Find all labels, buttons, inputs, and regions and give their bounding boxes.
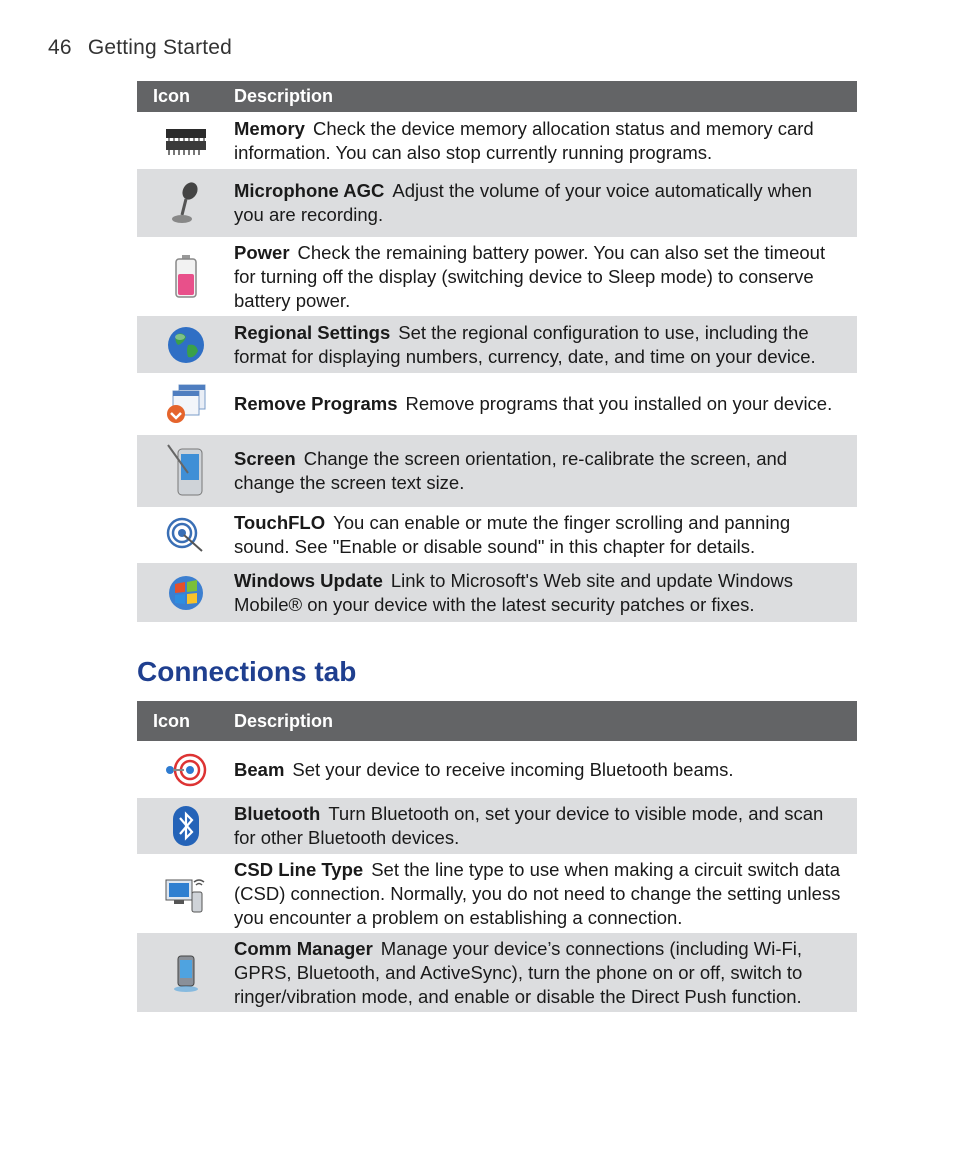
- item-name: Windows Update: [234, 569, 383, 591]
- item-text: Turn Bluetooth on, set your device to visible mode, and scan for other Bluetooth devices.: [234, 803, 824, 848]
- row-description: [234, 802, 857, 850]
- table-row-memory: [137, 112, 857, 169]
- bluetooth-icon: [137, 805, 234, 847]
- table-row-windows-update: [137, 563, 857, 622]
- windows-update-icon: [137, 573, 234, 613]
- battery-icon: [137, 254, 234, 300]
- item-text: Check the device memory allocation status and memory card information. You can also stop currently running programs.: [234, 117, 814, 163]
- row-description: [234, 392, 857, 416]
- table-header: [137, 81, 857, 112]
- item-text: Check the remaining battery power. You can also set the timeout for turning off the display (switching device to Sleep mode) to conserve battery power.: [234, 241, 826, 311]
- microphone-icon: [137, 179, 234, 227]
- table-row-touchflo: [137, 507, 857, 563]
- description-column-header: Description: [234, 86, 334, 106]
- item-name: Regional Settings: [234, 321, 391, 343]
- item-name: Screen: [234, 448, 296, 469]
- system-table: [137, 81, 857, 622]
- page-header: [48, 36, 232, 60]
- item-text: You can enable or mute the finger scrolling and panning sound. See "Enable or disable sound" in this chapter for details.: [234, 512, 791, 557]
- memory-chip-icon: [137, 123, 234, 159]
- item-name: Memory: [234, 117, 305, 139]
- touchflo-icon: [137, 515, 234, 555]
- table-row-microphone: [137, 169, 857, 237]
- table-row-comm-manager: [137, 933, 857, 1012]
- item-name: Comm Manager: [234, 937, 373, 959]
- comm-manager-icon: [137, 953, 234, 993]
- item-name: Remove Programs: [234, 393, 398, 414]
- item-text: Set your device to receive incoming Bluetooth beams.: [292, 758, 734, 780]
- row-description: [234, 179, 857, 227]
- icon-column-header: Icon: [153, 86, 191, 106]
- screen-stylus-icon: [137, 443, 234, 499]
- chapter-title: Getting Started: [87, 36, 233, 59]
- row-description: [234, 569, 857, 617]
- table-row-screen: [137, 435, 857, 507]
- table-row-beam: [137, 741, 857, 798]
- row-description: [234, 758, 857, 782]
- icon-column-header: Icon: [153, 710, 191, 731]
- item-text: Change the screen orientation, re-calibrate the screen, and change the screen text size.: [234, 448, 788, 493]
- table-row-remove-programs: [137, 373, 857, 435]
- table-row-bluetooth: [137, 798, 857, 854]
- item-text: Adjust the volume of your voice automatically when you are recording.: [234, 180, 812, 225]
- row-description: [234, 937, 857, 1009]
- table-header: [137, 701, 857, 741]
- item-name: Power: [234, 241, 290, 263]
- item-name: Microphone AGC: [234, 180, 385, 201]
- row-description: [234, 511, 857, 559]
- item-text: Set the line type to use when making a circuit switch data (CSD) connection. Normally, you do not need to change the setting unless you encounter a problem on establishing a connection.: [234, 858, 841, 928]
- globe-icon: [137, 325, 234, 365]
- row-description: [234, 117, 857, 165]
- item-text: Remove programs that you installed on your device.: [405, 393, 833, 414]
- remove-programs-icon: [137, 383, 234, 425]
- table-row-power: [137, 237, 857, 316]
- item-text: Set the regional configuration to use, including the format for displaying numbers, currency, date, and time on your device.: [234, 321, 816, 367]
- row-description: [234, 858, 857, 930]
- item-text: Manage your device’s connections (including Wi-Fi, GPRS, Bluetooth, and ActiveSync), turn the phone on or off, switch to ringer/vibration mode, and enable or disable the Direct Push function.: [234, 937, 803, 1007]
- beam-icon: [137, 750, 234, 790]
- row-description: [234, 241, 857, 313]
- item-name: CSD Line Type: [234, 858, 364, 880]
- item-name: Beam: [234, 758, 285, 780]
- csd-line-icon: [137, 874, 234, 914]
- row-description: [234, 447, 857, 495]
- connections-table: [137, 701, 857, 1012]
- table-row-regional-settings: [137, 316, 857, 373]
- table-row-csd-line-type: [137, 854, 857, 933]
- item-name: Bluetooth: [234, 803, 321, 824]
- item-text: Link to Microsoft's Web site and update Windows Mobile® on your device with the latest security patches or fixes.: [234, 569, 794, 615]
- row-description: [234, 321, 857, 369]
- section-title: Connections tab: [137, 656, 357, 687]
- item-name: TouchFLO: [234, 512, 326, 533]
- page-number: 46: [48, 36, 72, 59]
- description-column-header: Description: [234, 710, 334, 731]
